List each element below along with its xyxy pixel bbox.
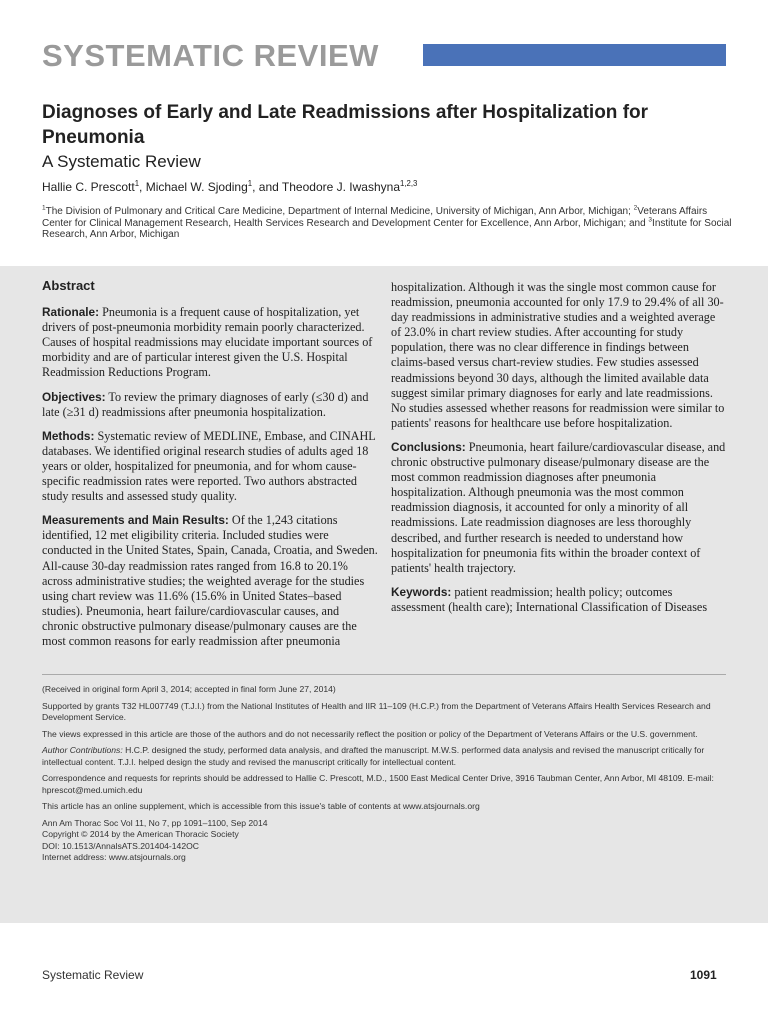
affiliation-text: Institute for Social Research, Ann Arbor, Michigan	[42, 217, 732, 240]
citation-line: Ann Am Thorac Soc Vol 11, No 7, pp 1091–1100, Sep 2014	[42, 817, 268, 828]
conclusions-text: Pneumonia, heart failure/cardiovascular disease, and chronic obstructive pulmonary disease/pulmonary disease are the most common readmission diagnoses after pneumonia hospitalization. Although pneumonia was the most common readmission diagnosis, it accounted for only a minority of all readmissions. Late readmission diagnoses are less thoroughly described, and further research is needed to understand how hospitalization for pneumonia fits within the broader context of patients' health trajectory.	[391, 439, 726, 575]
supplement-note: This article has an online supplement, which is accessible from this issue's table of contents at www.atsjournals.org	[42, 801, 480, 811]
article-subtitle: A Systematic Review	[42, 152, 201, 171]
author-separator: ,	[139, 180, 146, 194]
keywords-text: patient readmission; health policy; outcomes assessment (health care); International Classification of Diseases	[391, 584, 708, 614]
rationale-text: Pneumonia is a frequent cause of hospitalization, yet drivers of post-pneumonia morbidity remain poorly characterized. Causes of hospital readmissions may elucidate important sources of morbidity and are of particular interest given the U.S. Hospital Readmission Reductions Program.	[42, 305, 373, 380]
abstract-rationale	[42, 305, 378, 380]
abstract-keywords	[391, 585, 727, 615]
section-label: SYSTEMATIC REVIEW	[42, 38, 379, 73]
affiliation-text: The Division of Pulmonary and Critical Care Medicine, Department of Internal Medicine, University of Michigan, Ann Arbor, Michigan;	[45, 206, 634, 217]
abstract-heading: Abstract	[42, 278, 95, 293]
received-note: (Received in original form April 3, 2014; accepted in final form June 27, 2014)	[42, 684, 336, 694]
methods-label: Methods:	[42, 428, 95, 443]
author-name: Theodore J. Iwashyna	[281, 180, 400, 194]
keywords-label: Keywords:	[391, 584, 452, 599]
copyright-line: Copyright © 2014 by the American Thoracic Society	[42, 829, 239, 839]
rationale-label: Rationale:	[42, 305, 100, 320]
author-separator: , and	[252, 180, 282, 194]
header-accent-bar	[423, 44, 726, 66]
correspondence-note: Correspondence and requests for reprints should be addressed to Hallie C. Prescott, M.D., 1500 East Medical Center Drive, 3916 Taubman Center, Ann Arbor, MI 48109. E-mail: hprescot@med.umich.edu	[42, 773, 714, 795]
author-name: Hallie C. Prescott	[42, 180, 135, 194]
internet-line: Internet address: www.atsjournals.org	[42, 852, 186, 862]
section-header	[42, 38, 726, 72]
affiliation-mark: 2	[633, 204, 638, 212]
author-list	[42, 180, 417, 194]
abstract-conclusions	[391, 440, 727, 576]
page-number: 1091	[690, 968, 717, 982]
affiliation-mark: 1	[42, 204, 46, 212]
contributions-text: H.C.P. designed the study, performed data analysis, and drafted the manuscript. M.W.S. performed data analysis and revised the manuscript critically for intellectual content. T.J.I. helped design the study and revised the manuscript critically for intellectual content.	[42, 745, 705, 767]
notes-divider	[42, 674, 726, 675]
affiliation-mark: 3	[648, 216, 653, 224]
affiliation-text: Veterans Affairs Center for Clinical Management Research, Health Services Research and Development Center for Excellence, Ann Arbor, Michigan; and	[42, 206, 708, 229]
author-affiliation-mark: 1,2,3	[400, 179, 418, 188]
support-note: Supported by grants T32 HL007749 (T.J.I.) from the National Institutes of Health and IIR 11–109 (H.C.P.) from the Department of Veterans Affairs Health Services Research and Development Service.	[42, 700, 711, 722]
abstract-objectives	[42, 390, 378, 420]
measurements-text: Of the 1,243 citations identified, 12 met eligibility criteria. Included studies were conducted in the United States, Spain, Canada, Croatia, and Sweden. All-cause 30-day readmission rates ranged from 16.8 to 20.1% across administrative studies; the weighted average for the studies using chart review was 11.6% (15.6% in United States–based studies). Pneumonia, heart failure/cardiovascular causes, and chronic obstructive pulmonary disease/pulmonary causes are the most common reasons for early readmission after pneumonia	[42, 513, 378, 648]
doi-line: DOI: 10.1513/AnnalsATS.201404-142OC	[42, 840, 200, 851]
contributions-note	[42, 745, 732, 768]
article-notes	[42, 684, 732, 864]
abstract-continuation: hospitalization. Although it was the single most common cause for readmission, pneumonia accounted for only 17.9 to 29.4% of all 30-day readmissions in administrative studies and a weighted average of 23.0% in chart review studies. After accounting for study population, there was no clear difference in findings between claims-based versus chart-review studies. Few studies assessed readmissions beyond 30 days, although the limited available data suggest similar primary diagnoses for early and late readmissions. No studies assessed whether reasons for readmission were similar to patients' reasons for healthcare use before hospitalization.	[391, 280, 725, 430]
footer-section-name: Systematic Review	[42, 968, 144, 982]
abstract-right-column	[391, 280, 727, 624]
disclaimer-note: The views expressed in this article are those of the authors and do not necessarily reflect the position or policy of the Department of Veterans Affairs or the U.S. government.	[42, 728, 698, 739]
abstract-left-column	[42, 278, 378, 658]
objectives-text: To review the primary diagnoses of early (≤30 d) and late (≥31 d) readmissions after pneumonia hospitalization.	[42, 389, 369, 419]
article-title: Diagnoses of Early and Late Readmissions after Hospitalization for Pneumonia	[42, 102, 649, 148]
measurements-label: Measurements and Main Results:	[42, 513, 229, 528]
author-affiliation-mark: 1	[134, 179, 140, 188]
affiliations	[42, 206, 732, 241]
methods-text: Systematic review of MEDLINE, Embase, and CINAHL databases. We identified original research studies of adults aged 18 years or older, hospitalized for pneumonia, and for whom cause-specific readmission rates were reported. Two authors abstracted study results and assessed study quality.	[42, 428, 376, 504]
contributions-label: Author Contributions:	[42, 745, 123, 755]
objectives-label: Objectives:	[42, 389, 106, 404]
conclusions-label: Conclusions:	[391, 439, 466, 454]
abstract-measurements	[42, 513, 378, 649]
author-affiliation-mark: 1	[247, 179, 253, 188]
abstract-methods	[42, 429, 378, 504]
author-name: Michael W. Sjoding	[145, 180, 248, 194]
